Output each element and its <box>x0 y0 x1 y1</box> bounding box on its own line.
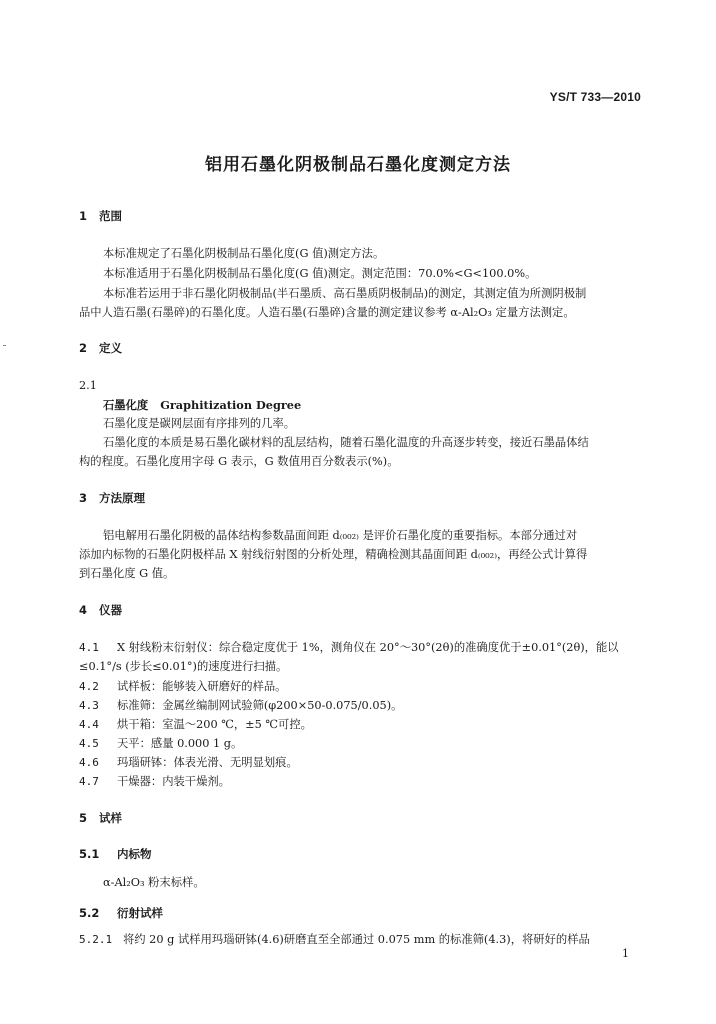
paragraph: 本标准适用于石墨化阴极制品石墨化度(G 值)测定。测定范围：70.0%<G<100.0%。 <box>103 267 537 280</box>
paragraph: 石墨化度的本质是易石墨化碳材料的乱层结构，随着石墨化温度的升高逐步转变，接近石墨晶体结 <box>103 436 589 449</box>
section-4-heading <box>79 602 122 618</box>
list-item <box>79 734 242 754</box>
paragraph: 本标准规定了石墨化阴极制品石墨化度(G 值)测定方法。 <box>103 247 385 260</box>
section-title: 方法原理 <box>99 491 145 505</box>
section-number: 5 <box>79 811 88 825</box>
page-title: 铝用石墨化阴极制品石墨化度测定方法 <box>205 155 511 175</box>
section-2-heading <box>79 340 122 356</box>
section-1-heading <box>79 208 122 224</box>
item-number: 4.5 <box>79 737 99 750</box>
item-number: 4.7 <box>79 775 99 788</box>
paragraph-continuation: 品中人造石墨(石墨碎)的石墨化度。人造石墨(石墨碎)含量的测定建议参考 α-Al₂O₃ 定量方法测定。 <box>79 306 575 319</box>
term-english: Graphitization Degree <box>160 398 302 412</box>
list-item <box>79 753 298 773</box>
subsection-number: 5.1 <box>79 847 100 861</box>
item-number: 4.3 <box>79 699 99 712</box>
item-text: 将约 20 g 试样用玛瑙研钵(4.6)研磨直至全部通过 0.075 mm 的标准筛(4.3)，将研好的样品 <box>123 933 590 946</box>
list-item <box>79 677 286 697</box>
page-number: 1 <box>622 947 629 960</box>
paragraph: 铝电解用石墨化阴极的晶体结构参数晶面间距 d₍₀₀₂₎ 是评价石墨化度的重要指标。本部分通过对 <box>103 529 578 542</box>
item-number: 5.2.1 <box>79 933 113 946</box>
paragraph-continuation: 构的程度。石墨化度用字母 G 表示，G 数值用百分数表示(%)。 <box>79 455 399 468</box>
list-item <box>79 638 619 658</box>
section-title: 仪器 <box>99 603 122 617</box>
paragraph: 本标准若运用于非石墨化阴极制品(半石墨质、高石墨质阴极制品)的测定，其测定值为所测阴极制 <box>103 287 587 300</box>
paragraph-continuation: 添加内标物的石墨化阴极样品 X 射线衍射图的分析处理，精确检测其晶面间距 d₍₀₀₂₎，再经公式计算得 <box>79 548 588 561</box>
item-number: 4.6 <box>79 756 99 769</box>
subsection-5-1-heading <box>79 846 152 862</box>
section-title: 试样 <box>99 811 122 825</box>
paragraph-continuation: 到石墨化度 G 值。 <box>79 567 175 580</box>
item-number: 4.2 <box>79 680 99 693</box>
subsection-5-2-heading <box>79 905 163 921</box>
term-chinese: 石墨化度 <box>103 399 149 412</box>
list-item <box>79 715 312 735</box>
section-number: 3 <box>79 491 88 505</box>
item-text: 标准筛：金属丝编制网试验筛(φ200×50-0.075/0.05)。 <box>117 699 403 712</box>
section-number: 1 <box>79 209 88 223</box>
list-item-continuation: ≤0.1°/s (步长≤0.01°)的速度进行扫描。 <box>79 660 288 673</box>
subsection-title: 内标物 <box>117 847 152 861</box>
item-text: 烘干箱：室温～200 ℃，±5 ℃可控。 <box>117 718 312 731</box>
clause-number: 2.1 <box>79 379 97 392</box>
item-text: X 射线粉末衍射仪：综合稳定度优于 1%，测角仪在 20°～30°(2θ)的准确度优于±0.01°(2θ)，能以 <box>117 641 619 654</box>
item-text: 天平：感量 0.000 1 g。 <box>117 737 243 750</box>
subsection-title: 衍射试样 <box>117 906 163 920</box>
scan-artifact <box>3 345 6 346</box>
section-title: 定义 <box>99 341 122 355</box>
section-3-heading <box>79 490 145 506</box>
item-text: 干燥器：内装干燥剂。 <box>117 775 230 788</box>
section-number: 4 <box>79 603 88 617</box>
item-number: 4.1 <box>79 641 99 654</box>
subsection-number: 5.2 <box>79 906 100 920</box>
item-text: 试样板：能够装入研磨好的样品。 <box>117 680 287 693</box>
section-title: 范围 <box>99 209 122 223</box>
section-5-heading <box>79 810 122 826</box>
list-item <box>79 772 230 792</box>
list-item <box>79 930 590 950</box>
term-entry <box>103 395 301 416</box>
list-item <box>79 696 402 716</box>
section-number: 2 <box>79 341 88 355</box>
item-number: 4.4 <box>79 718 99 731</box>
definition: 石墨化度是碳网层面有序排列的几率。 <box>103 417 296 430</box>
item-text: 玛瑙研钵：体表光滑、无明显划痕。 <box>117 756 298 769</box>
standard-number: YS/T 733—2010 <box>549 90 641 104</box>
paragraph: α-Al₂O₃ 粉末标样。 <box>103 876 205 889</box>
